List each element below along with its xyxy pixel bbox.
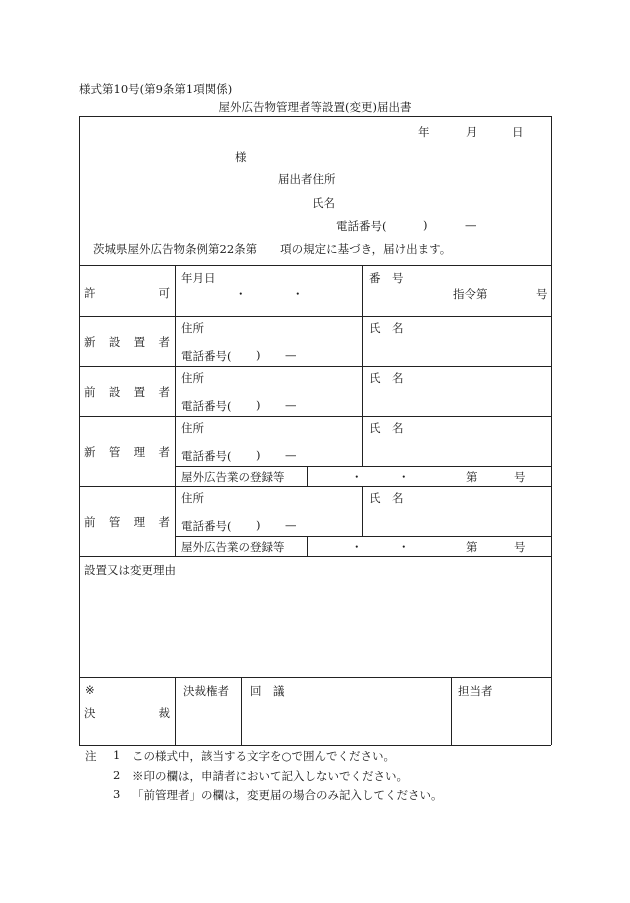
label-char: 裁 <box>158 706 170 720</box>
new-installer-address-label: 住所 <box>181 321 204 335</box>
prev-installer-name-label: 氏 名 <box>369 371 404 385</box>
permit-shirei-label: 指令第 <box>453 287 488 301</box>
permit-date-label: 年月日 <box>181 271 216 285</box>
reason-label: 設置又は変更理由 <box>84 563 176 577</box>
label-char: 者 <box>158 385 170 399</box>
note-2-text: ※印の欄は，申請者において記入しないでください。 <box>132 769 408 783</box>
decision-council-label: 回 議 <box>250 684 285 698</box>
label-char: 者 <box>158 335 170 349</box>
prev-installer-address-label: 住所 <box>181 371 204 385</box>
new-installer-label <box>84 334 170 350</box>
new-manager-label <box>84 444 170 460</box>
prev-manager-reg-dot-1: ・ <box>351 540 363 554</box>
new-installer-phone-label: 電話番号( <box>181 349 232 363</box>
statement: 茨城県屋外広告物条例第22条第 項の規定に基づき，届け出ます。 <box>93 242 452 256</box>
prev-manager-address-label: 住所 <box>181 491 204 505</box>
new-installer-name-label: 氏 名 <box>369 321 404 335</box>
permit-label-text <box>84 285 170 301</box>
prev-manager-phone-close: ) <box>256 518 261 532</box>
prev-manager-reg-dot-2: ・ <box>398 540 410 554</box>
notifier-name-label: 氏名 <box>312 196 335 210</box>
form-title: 屋外広告物管理者等設置(変更)届出書 <box>218 100 412 114</box>
note-3-num: 3 <box>113 787 121 801</box>
label-char: 前 <box>84 385 96 399</box>
new-manager-reg-dai: 第 <box>466 470 478 484</box>
prev-installer-phone-label: 電話番号( <box>181 399 232 413</box>
notifier-phone-close: ) <box>423 218 428 232</box>
new-manager-name-label: 氏 名 <box>369 421 404 435</box>
label-char: 管 <box>108 515 121 529</box>
permit-number-label: 番 号 <box>369 271 404 285</box>
prev-manager-reg-dai: 第 <box>466 540 478 554</box>
permit-label-ka1: 許 <box>84 286 96 300</box>
label-char: 置 <box>133 385 146 399</box>
new-manager-phone-label: 電話番号( <box>181 449 232 463</box>
permit-label-chars <box>84 285 170 301</box>
prev-manager-phone-dash: — <box>285 518 297 532</box>
new-installer-phone-close: ) <box>256 348 261 362</box>
date-day: 日 <box>512 125 524 139</box>
notifier-phone-label: 電話番号( <box>336 219 387 233</box>
note-1-text: この様式中，該当する文字を○で囲んでください。 <box>132 749 396 763</box>
label-char: 理 <box>133 515 146 529</box>
label-char: 者 <box>158 445 170 459</box>
label-char: 決 <box>84 706 96 720</box>
note-2-num: 2 <box>113 768 121 782</box>
date-year: 年 <box>418 125 430 139</box>
label-char: 者 <box>158 515 170 529</box>
notifier-address-label: 届出者住所 <box>278 172 336 186</box>
decision-authority-label: 決裁権者 <box>183 684 229 698</box>
label-char: 理 <box>133 445 146 459</box>
notifier-phone-dash: — <box>465 218 477 232</box>
new-manager-phone-close: ) <box>256 448 261 462</box>
new-manager-registration-label: 屋外広告業の登録等 <box>181 470 285 484</box>
label-char: 設 <box>108 385 121 399</box>
permit-label <box>84 285 170 301</box>
prev-installer-label <box>84 384 170 400</box>
prev-manager-label <box>84 514 170 530</box>
prev-manager-phone-label: 電話番号( <box>181 519 232 533</box>
new-manager-phone-dash: — <box>285 448 297 462</box>
new-manager-address-label: 住所 <box>181 421 204 435</box>
date-month: 月 <box>466 125 478 139</box>
note-label: 注 <box>85 749 97 763</box>
form-number: 様式第10号(第9条第1項関係) <box>79 82 233 96</box>
permit-date-dot-1: ・ <box>235 287 247 301</box>
prev-manager-registration-label: 屋外広告業の登録等 <box>181 540 285 554</box>
addressee-sama: 様 <box>235 150 247 164</box>
permit-go-label: 号 <box>536 287 548 301</box>
new-manager-reg-dot-1: ・ <box>351 470 363 484</box>
new-manager-reg-dot-2: ・ <box>398 470 410 484</box>
label-char: 新 <box>84 445 96 459</box>
label-char: 前 <box>84 515 96 529</box>
prev-manager-reg-go: 号 <box>514 540 526 554</box>
label-char: 置 <box>133 335 146 349</box>
label-char: 管 <box>108 445 121 459</box>
permit-date-dot-2: ・ <box>292 287 304 301</box>
decision-mark: ※ <box>85 683 95 697</box>
label-char: 新 <box>84 335 96 349</box>
note-3-text: 「前管理者」の欄は，変更届の場合のみ記入してください。 <box>132 788 443 802</box>
decision-label <box>84 705 170 721</box>
label-char: 設 <box>108 335 121 349</box>
prev-installer-phone-dash: — <box>285 398 297 412</box>
prev-installer-phone-close: ) <box>256 398 261 412</box>
permit-label-ka2: 可 <box>158 286 170 300</box>
decision-person-in-charge-label: 担当者 <box>458 684 493 698</box>
new-installer-phone-dash: — <box>285 348 297 362</box>
note-1-num: 1 <box>113 748 121 762</box>
prev-manager-name-label: 氏 名 <box>369 491 404 505</box>
new-manager-reg-go: 号 <box>514 470 526 484</box>
